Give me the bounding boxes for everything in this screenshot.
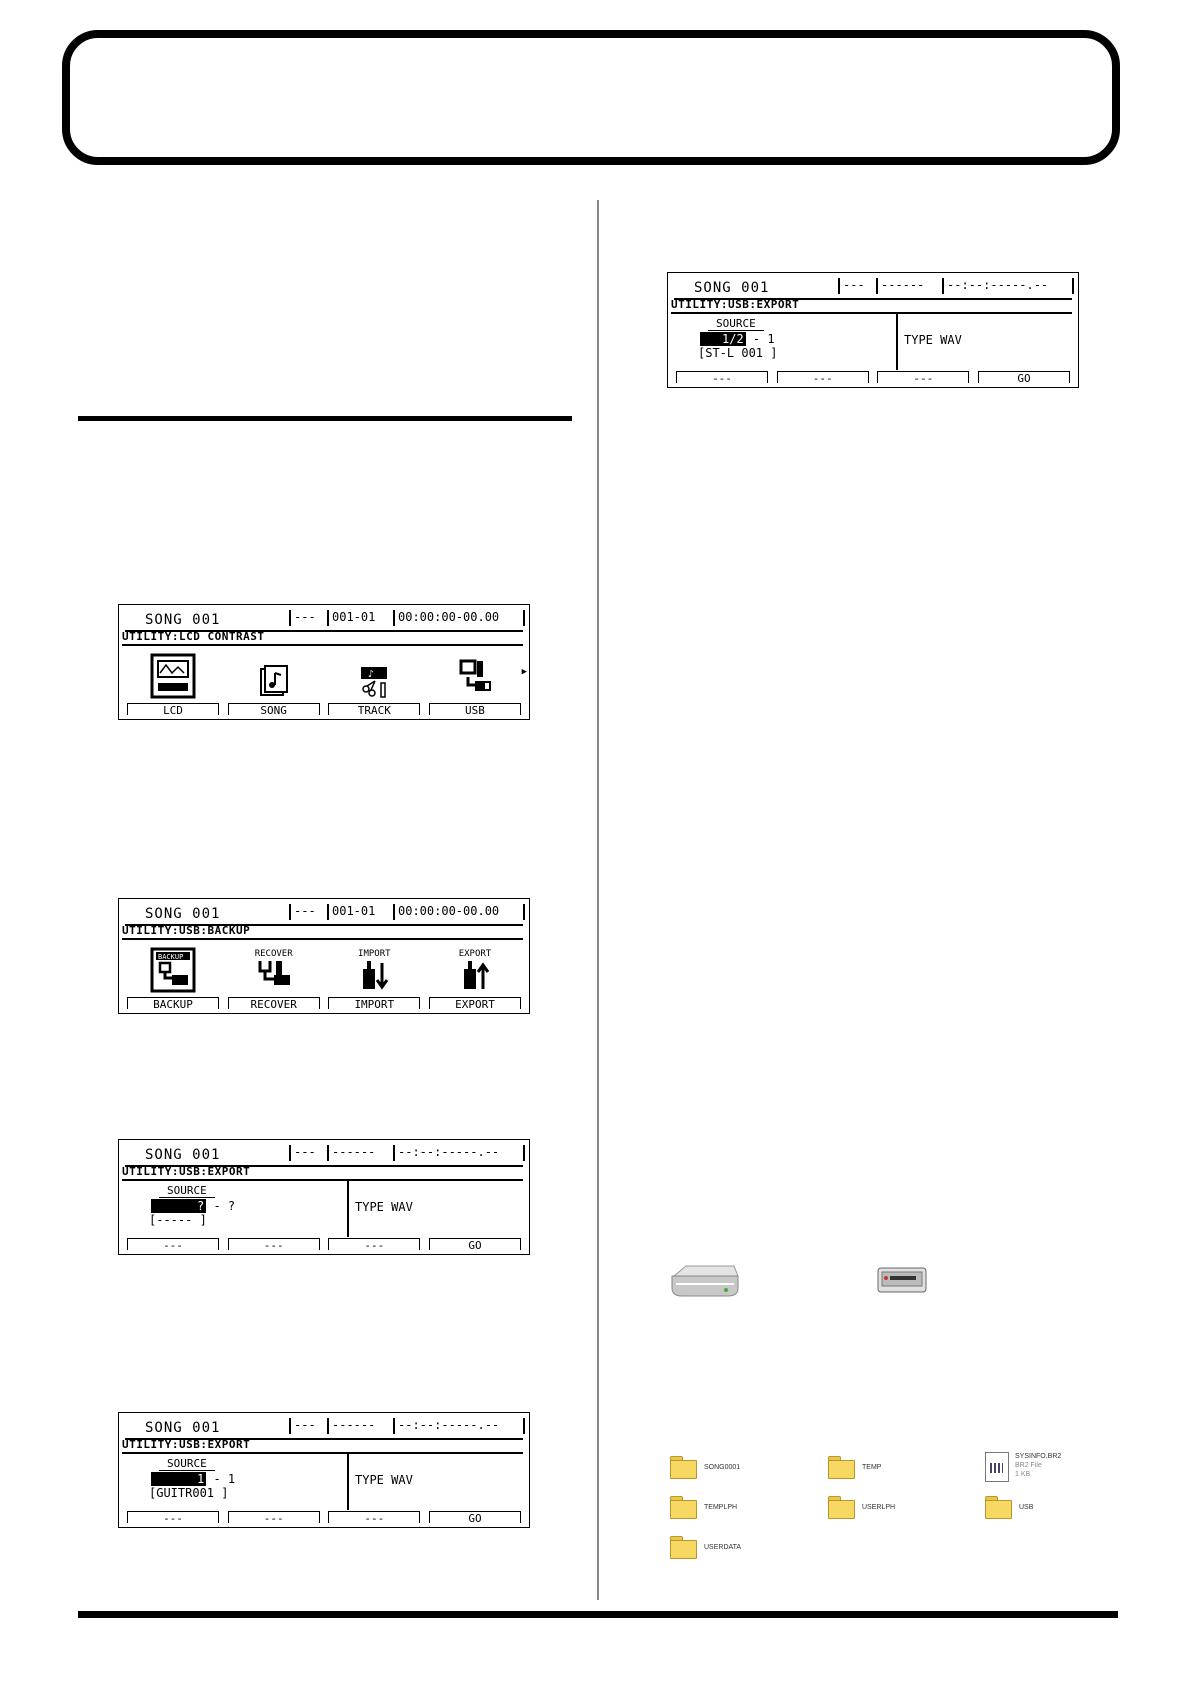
lcd-screen-export-stereo [667, 272, 1079, 388]
source-name: [----- ] [149, 1213, 207, 1227]
menu-path: UTILITY:USB:EXPORT [122, 1165, 523, 1181]
measure-field: ------ [327, 1145, 394, 1161]
folder-icon [985, 1496, 1011, 1518]
folder-icon [828, 1496, 854, 1518]
track-icon[interactable] [328, 649, 420, 699]
fkey-2[interactable]: --- [228, 1238, 320, 1250]
song-name: SONG 001 [145, 906, 221, 922]
folder-item[interactable] [828, 1456, 881, 1478]
song-name: SONG 001 [694, 280, 770, 296]
file-name: SYSINFO.BR2 [1015, 1453, 1062, 1460]
time-field: 00:00:00-00.00 [393, 904, 525, 920]
source-label: SOURCE [159, 1457, 215, 1471]
folder-label: USERDATA [704, 1543, 742, 1551]
folder-label: TEMPLPH [704, 1503, 738, 1511]
import-icon[interactable] [328, 943, 420, 993]
lcd-screen-export-empty [118, 1139, 530, 1255]
type-field[interactable]: TYPE WAV [904, 333, 962, 347]
fkey-backup[interactable]: BACKUP [127, 997, 219, 1009]
folder-icon [670, 1536, 696, 1558]
time-field: 00:00:00-00.00 [393, 610, 525, 626]
file-type: BR2 File [1015, 1462, 1042, 1469]
file-size: 1 KB [1015, 1471, 1031, 1478]
type-field[interactable]: TYPE WAV [355, 1200, 413, 1214]
export-icon[interactable] [429, 943, 521, 993]
recover-icon[interactable] [228, 943, 320, 993]
folder-item[interactable] [670, 1496, 737, 1518]
fkey-lcd[interactable]: LCD [127, 703, 219, 715]
song-name: SONG 001 [145, 1420, 221, 1436]
scroll-right-icon[interactable]: ▶ [521, 667, 527, 677]
marker-field: --- [289, 1418, 328, 1434]
song-icon[interactable] [228, 649, 320, 699]
fkey-track[interactable]: TRACK [328, 703, 420, 715]
source-field[interactable]: 1 - 1 [151, 1472, 235, 1486]
song-name: SONG 001 [145, 612, 221, 628]
source-name: [GUITR001 ] [149, 1486, 229, 1500]
fkey-1[interactable]: --- [127, 1238, 219, 1250]
fkey-3[interactable]: --- [328, 1511, 420, 1523]
folder-item[interactable] [985, 1496, 1033, 1518]
device-icon[interactable] [876, 1264, 928, 1296]
fkey-1[interactable]: --- [127, 1511, 219, 1523]
go-button[interactable]: GO [429, 1511, 521, 1523]
fkey-import[interactable]: IMPORT [328, 997, 420, 1009]
lcd-header [125, 608, 523, 632]
removable-disk-icon[interactable] [668, 1262, 740, 1302]
source-label: SOURCE [708, 317, 764, 331]
file-item[interactable] [985, 1452, 1061, 1482]
footer-rule [78, 1611, 1118, 1618]
time-field: --:--:-----.-- [393, 1145, 525, 1161]
folder-label: TEMP [862, 1463, 882, 1471]
fkey-usb[interactable]: USB [429, 703, 521, 715]
folder-item[interactable] [828, 1496, 895, 1518]
section-rule [78, 416, 572, 421]
svg-text:BACKUP: BACKUP [158, 953, 184, 961]
fkey-2[interactable]: --- [777, 371, 869, 383]
source-field[interactable]: 1/2 - 1 [700, 332, 775, 346]
lcd-header [674, 276, 1072, 300]
type-field[interactable]: TYPE WAV [355, 1473, 413, 1487]
fkey-1[interactable]: --- [676, 371, 768, 383]
folder-icon [670, 1496, 696, 1518]
lcd-screen-usb [118, 898, 530, 1014]
go-button[interactable]: GO [978, 371, 1070, 383]
menu-path: UTILITY:USB:EXPORT [122, 1438, 523, 1454]
time-field: --:--:-----.-- [942, 278, 1074, 294]
marker-field: --- [838, 278, 877, 294]
measure-field: 001-01 [327, 904, 394, 920]
folder-item[interactable] [670, 1536, 741, 1558]
go-button[interactable]: GO [429, 1238, 521, 1250]
recover-icon-label: RECOVER [254, 949, 293, 959]
marker-field: --- [289, 1145, 328, 1161]
backup-icon[interactable] [127, 943, 219, 993]
menu-path: UTILITY:LCD CONTRAST [122, 630, 523, 646]
export-icon-label: EXPORT [458, 949, 492, 959]
folder-label: USERLPH [862, 1503, 896, 1511]
fkey-export[interactable]: EXPORT [429, 997, 521, 1009]
menu-path: UTILITY:USB:BACKUP [122, 924, 523, 940]
chapter-title-box [62, 30, 1120, 165]
document-icon [985, 1452, 1009, 1482]
source-label: SOURCE [159, 1184, 215, 1198]
lcd-header [125, 1143, 523, 1167]
fkey-recover[interactable]: RECOVER [228, 997, 320, 1009]
folder-icon [828, 1456, 854, 1478]
source-field[interactable]: ? - ? [151, 1199, 235, 1213]
fkey-3[interactable]: --- [328, 1238, 420, 1250]
import-icon-label: IMPORT [358, 949, 391, 959]
measure-field: ------ [876, 278, 943, 294]
lcd-screen-export-track [118, 1412, 530, 1528]
marker-field: --- [289, 904, 328, 920]
measure-field: ------ [327, 1418, 394, 1434]
marker-field: --- [289, 610, 328, 626]
time-field: --:--:-----.-- [393, 1418, 525, 1434]
folder-label: SONG0001 [704, 1463, 741, 1471]
fkey-song[interactable]: SONG [228, 703, 320, 715]
measure-field: 001-01 [327, 610, 394, 626]
column-divider [597, 200, 599, 1600]
svg-text:♪: ♪ [368, 669, 375, 680]
usb-icon[interactable] [429, 649, 521, 699]
song-name: SONG 001 [145, 1147, 221, 1163]
folder-label: USB [1019, 1503, 1034, 1511]
lcd-screen-utility [118, 604, 530, 720]
folder-item[interactable] [670, 1456, 740, 1478]
folder-icon [670, 1456, 696, 1478]
fkey-2[interactable]: --- [228, 1511, 320, 1523]
fkey-3[interactable]: --- [877, 371, 969, 383]
source-name: [ST-L 001 ] [698, 346, 778, 360]
menu-path: UTILITY:USB:EXPORT [671, 298, 1072, 314]
lcd-header [125, 902, 523, 926]
lcd-icon[interactable] [127, 649, 219, 699]
lcd-header [125, 1416, 523, 1440]
